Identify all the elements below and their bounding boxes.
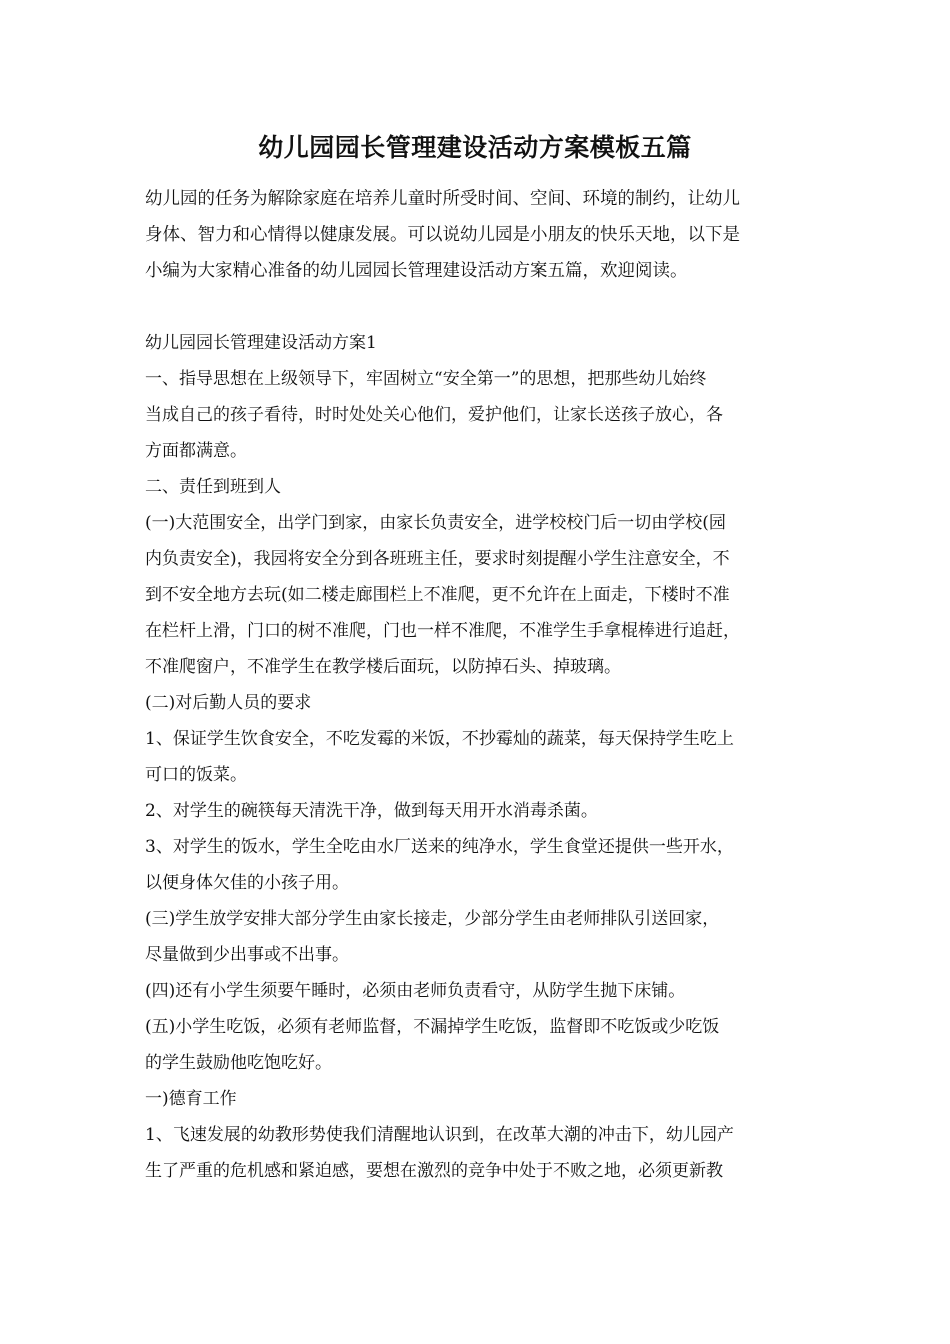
body-line: 一)德育工作 bbox=[145, 1089, 237, 1109]
body-line: 在栏杆上滑，门口的树不准爬，门也一样不准爬，不准学生手拿棍棒进行追赶， bbox=[145, 621, 740, 641]
body-line: 生了严重的危机感和紧迫感，要想在激烈的竞争中处于不败之地，必须更新教 bbox=[145, 1161, 723, 1181]
body-line: 内负责安全)，我园将安全分到各班班主任，要求时刻提醒小学生注意安全，不 bbox=[145, 549, 730, 569]
body-line: 二、责任到班到人 bbox=[145, 477, 281, 497]
intro-line: 幼儿园的任务为解除家庭在培养儿童时所受时间、空间、环境的制约，让幼儿 bbox=[145, 189, 740, 209]
document-body bbox=[145, 325, 815, 1189]
body-line: 1、飞速发展的幼教形势使我们清醒地认识到，在改革大潮的冲击下，幼儿园产 bbox=[145, 1125, 734, 1145]
body-line: 不准爬窗户，不准学生在教学楼后面玩，以防掉石头、掉玻璃。 bbox=[145, 657, 621, 677]
intro-paragraph bbox=[145, 181, 815, 289]
body-line: 以便身体欠佳的小孩子用。 bbox=[145, 873, 349, 893]
body-line: (二)对后勤人员的要求 bbox=[145, 693, 312, 713]
body-line: (一)大范围安全，出学门到家，由家长负责安全，进学校校门后一切由学校(园 bbox=[145, 513, 726, 533]
body-line: 尽量做到少出事或不出事。 bbox=[145, 945, 349, 965]
document-title: 幼儿园园长管理建设活动方案模板五篇 bbox=[258, 133, 692, 162]
body-line: 可口的饭菜。 bbox=[145, 765, 247, 785]
body-line: (三)学生放学安排大部分学生由家长接走，少部分学生由老师排队引送回家， bbox=[145, 909, 720, 929]
body-line: 到不安全地方去玩(如二楼走廊围栏上不准爬，更不允许在上面走，下楼时不准 bbox=[145, 585, 730, 605]
intro-line: 身体、智力和心情得以健康发展。可以说幼儿园是小朋友的快乐天地，以下是 bbox=[145, 225, 740, 245]
body-line: 1、保证学生饮食安全，不吃发霉的米饭，不抄霉灿的蔬菜，每天保持学生吃上 bbox=[145, 729, 734, 749]
body-line: 一、指导思想在上级领导下，牢固树立“安全第一”的思想，把那些幼儿始终 bbox=[145, 369, 707, 389]
body-line: 当成自己的孩子看待，时时处处关心他们，爱护他们，让家长送孩子放心，各 bbox=[145, 405, 723, 425]
body-line: 方面都满意。 bbox=[145, 441, 247, 461]
body-line: (四)还有小学生须要午睡时，必须由老师负责看守，从防学生抛下床铺。 bbox=[145, 981, 686, 1001]
body-line: 3、对学生的饭水，学生全吃由水厂送来的纯净水，学生食堂还提供一些开水， bbox=[145, 837, 734, 857]
section-heading: 幼儿园园长管理建设活动方案1 bbox=[145, 333, 377, 353]
body-line: 2、对学生的碗筷每天清洗干净，做到每天用开水消毒杀菌。 bbox=[145, 801, 598, 821]
body-line: 的学生鼓励他吃饱吃好。 bbox=[145, 1053, 332, 1073]
body-line: (五)小学生吃饭，必须有老师监督，不漏掉学生吃饭，监督即不吃饭或少吃饭 bbox=[145, 1017, 720, 1037]
intro-line: 小编为大家精心准备的幼儿园园长管理建设活动方案五篇，欢迎阅读。 bbox=[145, 261, 688, 281]
